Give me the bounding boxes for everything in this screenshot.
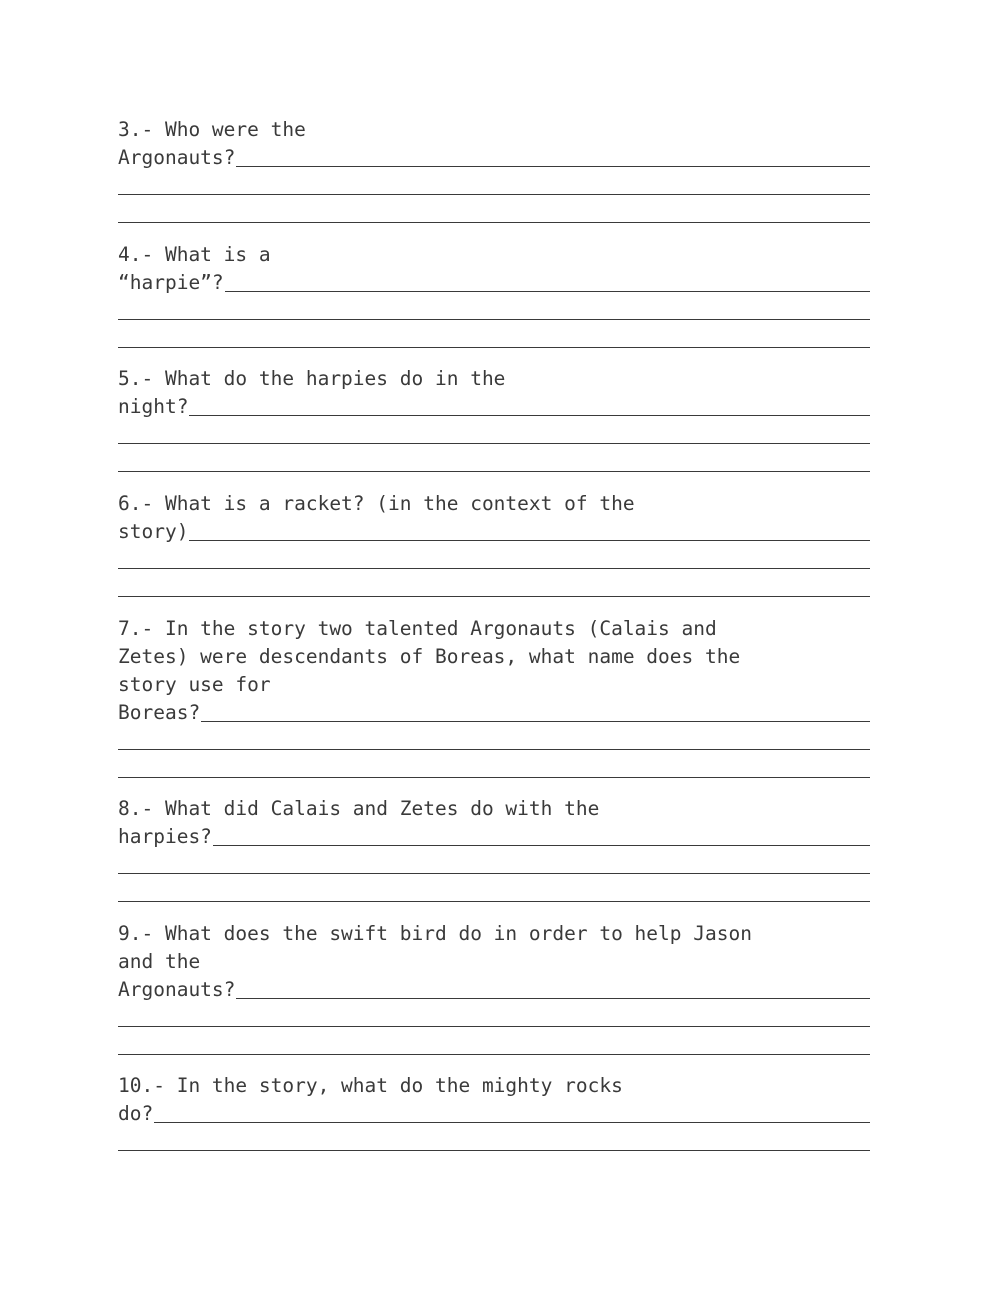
question-10-text-end: do? [118,1102,154,1125]
question-9-text-line-1: 9.- What does the swift bird do in order to help Jason [118,922,752,945]
question-5 [118,365,870,477]
question-5-answer-line-2[interactable] [118,421,870,449]
question-8-text: 8.- What did Calais and Zetes do with the [118,797,600,820]
question-9-answer-line-1[interactable] [118,976,870,1004]
answer-blank[interactable] [154,1121,870,1123]
answer-blank[interactable] [213,844,870,846]
question-3-answer-line-2[interactable] [118,172,870,200]
answer-blank[interactable] [189,539,870,541]
question-4-answer-line-1[interactable] [118,269,870,297]
question-5-text-end: night? [118,395,189,418]
question-10-answer-line-2[interactable] [118,1128,870,1156]
answer-blank[interactable] [225,290,870,292]
answer-blank[interactable] [201,720,870,722]
question-8 [118,795,870,907]
question-7-text-end: Boreas? [118,701,201,724]
question-10-answer-line-1[interactable] [118,1100,870,1128]
question-7-text-line-1: 7.- In the story two talented Argonauts (Calais and [118,617,717,640]
answer-blank[interactable] [236,997,870,999]
question-4-text: 4.- What is a [118,243,271,266]
question-7-text-line-3: story use for [118,673,271,696]
question-6-answer-line-3[interactable] [118,574,870,602]
question-5-answer-line-1[interactable] [118,393,870,421]
question-4-answer-line-3[interactable] [118,325,870,353]
question-8-answer-line-1[interactable] [118,823,870,851]
question-9-text-line-2: and the [118,950,201,973]
question-10-text: 10.- In the story, what do the mighty rocks [118,1074,623,1097]
question-8-answer-line-3[interactable] [118,879,870,907]
answer-blank[interactable] [189,414,870,416]
question-10 [118,1072,870,1156]
question-3-text-end: Argonauts? [118,146,236,169]
question-6-text: 6.- What is a racket? (in the context of the [118,492,635,515]
question-4 [118,241,870,353]
answer-blank[interactable] [236,165,870,167]
question-5-text: 5.- What do the harpies do in the [118,367,506,390]
question-9-text-end: Argonauts? [118,978,236,1001]
question-3 [118,116,870,228]
question-3-answer-line-1[interactable] [118,144,870,172]
question-6 [118,490,870,602]
question-6-answer-line-1[interactable] [118,518,870,546]
question-9-answer-line-2[interactable] [118,1004,870,1032]
question-7 [118,615,870,783]
question-9 [118,920,870,1060]
question-7-text-line-2: Zetes) were descendants of Boreas, what name does the [118,645,741,668]
question-7-answer-line-1[interactable] [118,699,870,727]
question-6-text-end: story) [118,520,189,543]
question-5-answer-line-3[interactable] [118,449,870,477]
question-7-answer-line-3[interactable] [118,755,870,783]
question-7-answer-line-2[interactable] [118,727,870,755]
question-3-answer-line-3[interactable] [118,200,870,228]
question-4-answer-line-2[interactable] [118,297,870,325]
question-4-text-end: “harpie”? [118,271,224,294]
question-9-answer-line-3[interactable] [118,1032,870,1060]
question-8-answer-line-2[interactable] [118,851,870,879]
question-8-text-end: harpies? [118,825,212,848]
question-3-text: 3.- Who were the [118,118,306,141]
question-6-answer-line-2[interactable] [118,546,870,574]
